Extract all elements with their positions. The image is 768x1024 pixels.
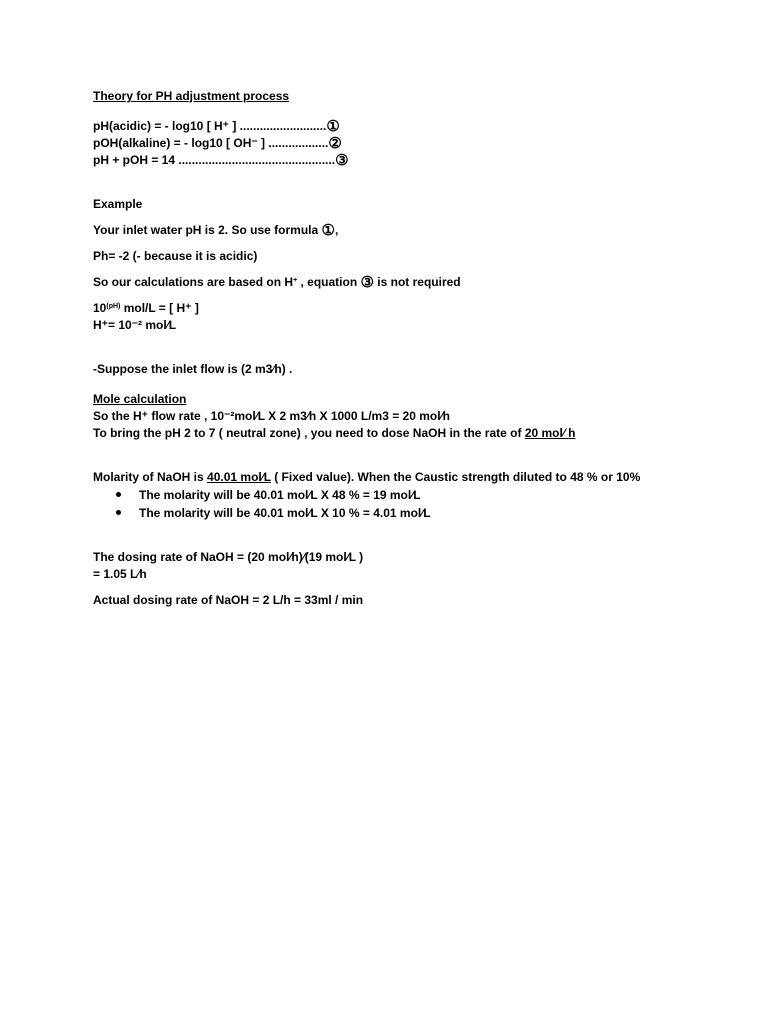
molarity-line: Molarity of NaOH is 40.01 mol⁄L ( Fixed value). When the Caustic strength diluted to 48 % or 10% xyxy=(93,470,641,484)
inlet-ph-line: Your inlet water pH is 2. So use formula ①, xyxy=(93,222,339,239)
formula-poh: pOH(alkaline) = - log10 [ OH⁻ ] ..................② xyxy=(93,135,342,152)
equation-marker-2: ② xyxy=(328,135,342,152)
formula-ph: pH(acidic) = - log10 [ H⁺ ] ..........................① xyxy=(93,118,340,135)
dosing-rate-result: = 1.05 L⁄h xyxy=(93,567,147,581)
equation-marker-3: ③ xyxy=(335,152,349,169)
equation-marker-1: ① xyxy=(326,118,340,135)
document-page xyxy=(93,88,713,609)
calculation-basis-line: So our calculations are based on H+ , equation ③ is not required xyxy=(93,274,461,291)
molarity-bullet-list xyxy=(93,486,713,522)
dose-rate-value: 20 mol⁄ h xyxy=(524,426,576,440)
formula-list xyxy=(93,118,713,169)
molarity-value: 40.01 mol⁄L xyxy=(207,470,271,484)
concentration-block xyxy=(93,300,713,334)
dosing-rate-block xyxy=(93,549,713,583)
ph-value-line: Ph= -2 (- because it is acidic) xyxy=(93,249,258,263)
dosing-rate-formula: The dosing rate of NaOH = (20 mol⁄h)⁄(19 mol⁄L ) xyxy=(93,550,364,564)
list-item: The molarity will be 40.01 mol⁄L X 10 % = 4.01 mol⁄L xyxy=(93,504,713,522)
list-item: The molarity will be 40.01 mol⁄L X 48 % = 19 mol⁄L xyxy=(93,486,713,504)
dose-rate-line: To bring the pH 2 to 7 ( neutral zone) , you need to dose NaOH in the rate of 20 mol⁄ h xyxy=(93,426,576,440)
equation-marker-3-ref: ③ xyxy=(360,274,374,291)
mole-calculation-heading: Mole calculation xyxy=(93,392,187,406)
h-flow-rate-line: So the H⁺ flow rate , 10⁻²mol⁄L X 2 m3⁄h X 1000 L/m3 = 20 mol⁄h xyxy=(93,409,450,423)
example-heading: Example xyxy=(93,197,143,211)
mole-calculation-block xyxy=(93,391,713,442)
concentration-value: H⁺= 10⁻² mol⁄L xyxy=(93,318,177,332)
concentration-formula: $10^{(pH)}$ mol/L = [ H⁺ ] xyxy=(93,301,199,315)
inlet-flow-line: -Suppose the inlet flow is (2 m3⁄h) . xyxy=(93,362,293,376)
equation-marker-1-ref: ① xyxy=(321,222,335,239)
page-title: Theory for PH adjustment process xyxy=(93,89,290,103)
formula-sum: pH + pOH = 14 ...............................................③ xyxy=(93,152,349,169)
actual-dosing-line: Actual dosing rate of NaOH = 2 L/h = 33ml / min xyxy=(93,593,364,607)
